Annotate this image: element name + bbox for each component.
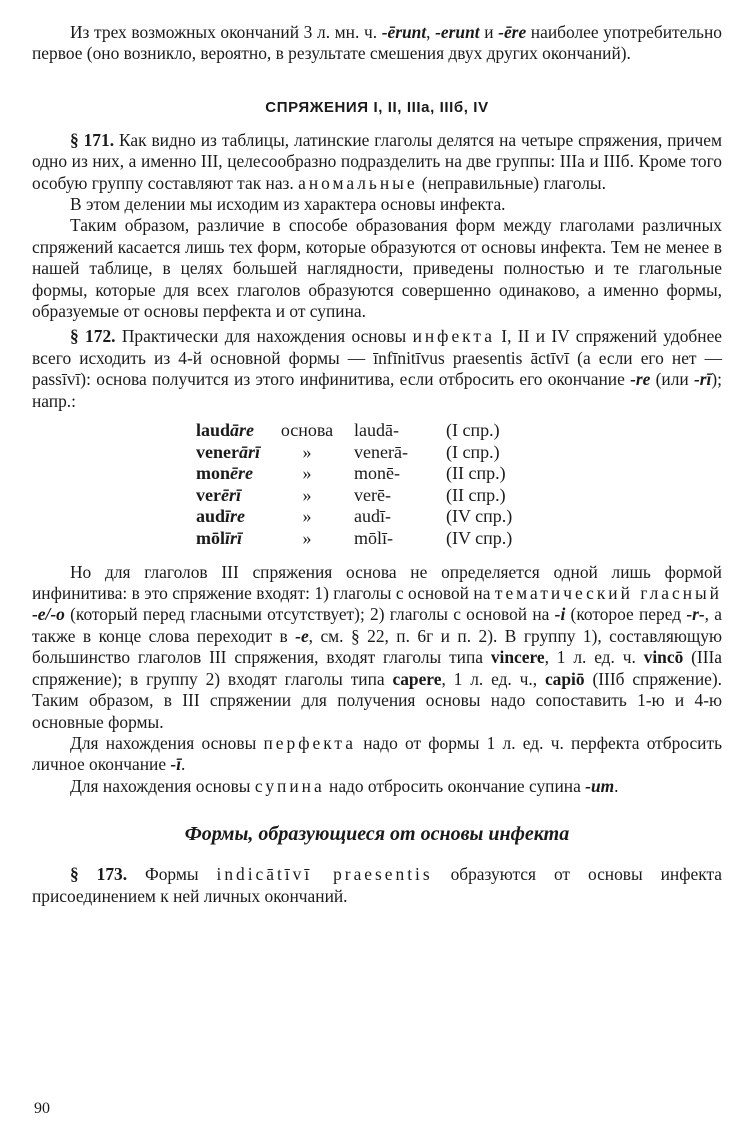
paragraph-number: § 173. — [70, 864, 128, 885]
ending-erunt-short: -erunt — [435, 22, 480, 42]
section-heading: СПРЯЖЕНИЯ I, II, IIIa, IIIб, IV — [265, 98, 489, 116]
paragraph-number: § 171. — [70, 129, 115, 150]
example-stem: venerā- — [354, 441, 408, 462]
example-conjugation: (II спр.) — [446, 463, 506, 484]
example-stem: verē- — [354, 484, 391, 505]
example-infinitive: mōlīrī — [196, 528, 243, 549]
example-row — [196, 442, 518, 464]
example-connector: основа — [280, 420, 334, 441]
paragraph-number: § 172. — [70, 326, 116, 347]
latin-word: capiō — [544, 668, 585, 689]
example-stem: audī- — [354, 506, 391, 527]
examples-table — [196, 420, 518, 550]
example-row — [196, 463, 518, 485]
ending-ere: -ēre — [498, 22, 527, 42]
example-conjugation: (IV спр.) — [446, 506, 513, 527]
paragraph-173: § 173. Формы indicātīvī praesentis образуются от основы инфекта присоединением к ней личных окончаний. — [32, 864, 722, 906]
latin-word: capere — [392, 668, 442, 689]
example-row — [196, 420, 518, 442]
example-infinitive: venerārī — [196, 441, 260, 462]
subheading: Формы, образующиеся от основы инфекта — [184, 823, 570, 846]
latin-word: vincere — [490, 647, 545, 668]
example-infinitive: laudāre — [196, 420, 255, 441]
spaced-term: аномальные — [298, 172, 418, 193]
paragraph-172-d: Для нахождения основы супина надо отбросить окончание супина -um. — [70, 775, 619, 796]
example-stem: mōlī- — [354, 528, 393, 549]
example-stem: laudā- — [354, 420, 399, 441]
example-connector: » — [302, 441, 312, 462]
spaced-term: инфекта — [412, 326, 495, 347]
example-infinitive: verērī — [196, 484, 241, 505]
example-infinitive: monēre — [196, 463, 253, 484]
paragraph-171-c: Таким образом, различие в способе образования форм между глаголами различных спряжений касается лишь тех форм, которые образуются от основы инфекта. Тем не менее в нашей таблице, в целях большей наглядности, приведены полностью и те глагольные формы, которые для всех глаголов образуются совершенно одинаково, а именно формы, образуемые от основы перфекта и от супина. — [32, 215, 722, 322]
example-conjugation: (I спр.) — [446, 420, 500, 441]
example-conjugation: (I спр.) — [446, 441, 500, 462]
latin-word: vincō — [643, 647, 684, 668]
spaced-term: супина — [254, 775, 325, 796]
example-connector: » — [302, 528, 312, 549]
example-connector: » — [302, 484, 312, 505]
paragraph-172-c: Для нахождения основы перфекта надо от формы 1 л. ед. ч. перфекта отбросить личное окончание -ī. — [32, 732, 723, 775]
ending-erunt-long: -ērunt — [381, 22, 427, 42]
example-connector: » — [302, 463, 312, 484]
example-stem: monē- — [354, 463, 400, 484]
example-infinitive: audīre — [196, 506, 246, 527]
intro-paragraph: Из трех возможных окончаний 3 л. мн. ч. -ērunt, -erunt и -ēre наиболее употребительно первое (оно возникло, вероятно, в результате смешения двух других окончаний). — [32, 22, 722, 64]
paragraph-172: § 172. Практически для нахождения основы инфекта I, II и IV спряжений удобнее всего исходить из 4-й основной формы — īnfīnitīvus praesentis āctīvī (а если его нет — passīvī): основа получится из этого инфинитива, если отбросить его окончание -re (или -rī); напр.: — [32, 326, 723, 411]
paragraph-171-b: В этом делении мы исходим из характера основы инфекта. — [70, 194, 506, 215]
example-connector: » — [302, 506, 312, 527]
example-conjugation: (II спр.) — [446, 484, 506, 505]
example-row — [196, 485, 518, 507]
example-conjugation: (IV спр.) — [446, 528, 513, 549]
paragraph-172-b: Но для глаголов III спряжения основа не определяется одной лишь формой инфинитива: в это спряжение входят: 1) глаголы с основой на тематический гласный -e/-o (который перед гласными отсутствует); 2) глаголы с основой на -i (которое перед -r-, а также в конце слова переходит в -e, см. § 22, п. 6г и п. 2). В группу 1), составляющую большинство глаголов III спряжения, входят глаголы типа vincere, 1 л. ед. ч. vincō (IIIа спряжение); в группу 2) входят глаголы типа capere, 1 л. ед. ч., capiō (IIIб спряжение). Таким образом, в III спряжении для получения основы надо сопоставить 1-ю и 4-ю основные формы. — [32, 561, 723, 732]
example-row — [196, 506, 518, 528]
example-row — [196, 528, 518, 550]
spaced-term: тематический гласный — [494, 583, 722, 604]
spaced-term: indicātīvī praesentis — [216, 864, 433, 885]
paragraph-171: § 171. Как видно из таблицы, латинские глаголы делятся на четыре спряжения, причем одно из них, а именно III, целесообразно подразделить на две группы: IIIа и IIIб. Кроме того особую группу составляют так наз. аномальные (неправильные) глаголы. — [32, 129, 722, 193]
spaced-term: перфекта — [263, 732, 356, 753]
page-number: 90 — [34, 1100, 50, 1117]
